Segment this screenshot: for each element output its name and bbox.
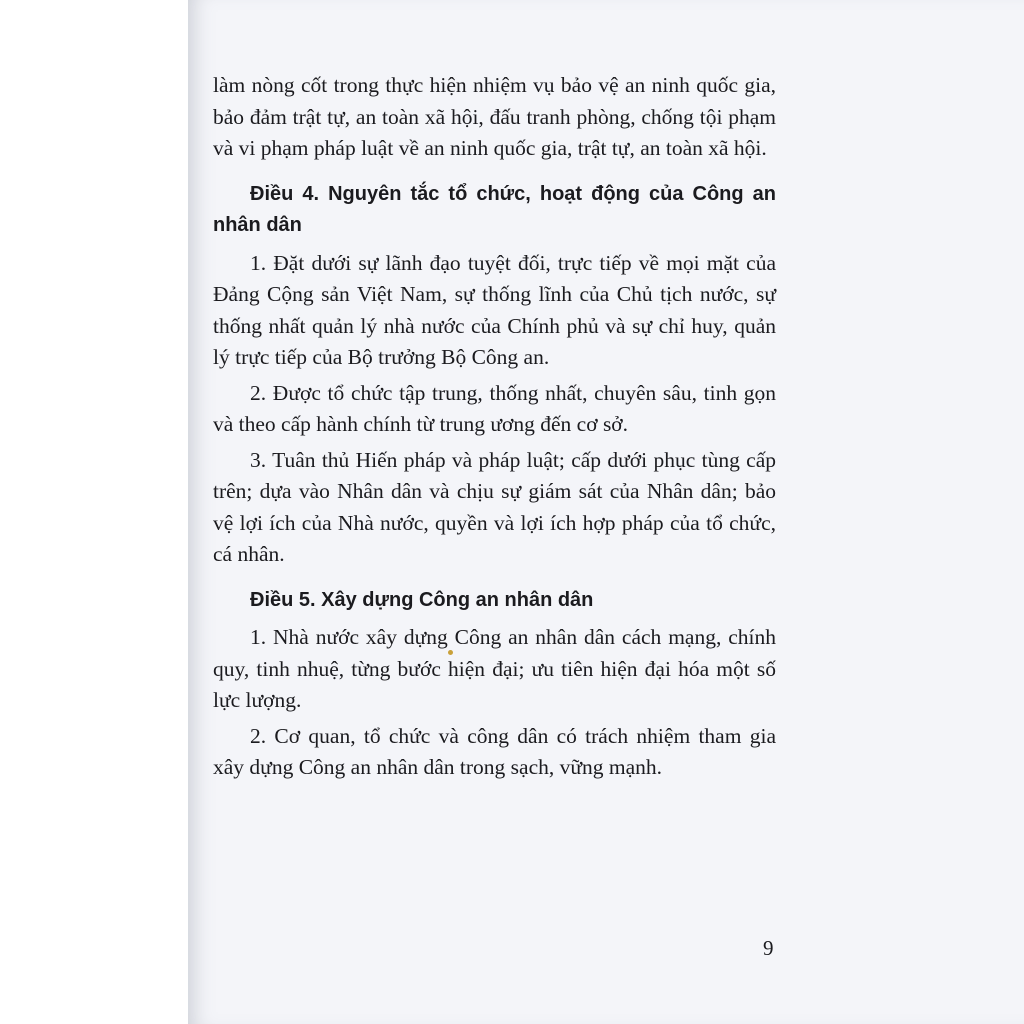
page-body [213,70,776,788]
article-4-clause-1: 1. Đặt dưới sự lãnh đạo tuyệt đối, trực tiếp về mọi mặt của Đảng Cộng sản Việt Nam, sự thống lĩnh của Chủ tịch nước, sự thống nhất quản lý nhà nước của Chính phủ và sự chỉ huy, quản lý trực tiếp của Bộ trưởng Bộ Công an. [213,250,776,369]
article-5-clause-1: 1. Nhà nước xây dựng Công an nhân dân cách mạng, chính quy, tinh nhuệ, từng bước hiện đại; ưu tiên hiện đại hóa một số lực lượng. [213,625,776,712]
article-5-clause-2: 2. Cơ quan, tổ chức và công dân có trách nhiệm tham gia xây dựng Công an nhân dân trong sạch, vững mạnh. [213,723,776,779]
page-number: 9 [763,936,774,960]
article-4-clause-3: 3. Tuân thủ Hiến pháp và pháp luật; cấp dưới phục tùng cấp trên; dựa vào Nhân dân và chịu sự giám sát của Nhân dân; bảo vệ lợi ích của Nhà nước, quyền và lợi ích hợp pháp của tổ chức, cá nhân. [213,447,776,566]
article-4-heading: Điều 4. Nguyên tắc tổ chức, hoạt động của Công an nhân dân [213,182,776,236]
paper-speck [448,650,453,655]
article-5-heading: Điều 5. Xây dựng Công an nhân dân [250,588,594,611]
article-4-clause-2: 2. Được tổ chức tập trung, thống nhất, chuyên sâu, tinh gọn và theo cấp hành chính từ trung ương đến cơ sở. [213,380,776,436]
continuation-paragraph: làm nòng cốt trong thực hiện nhiệm vụ bảo vệ an ninh quốc gia, bảo đảm trật tự, an toàn xã hội, đấu tranh phòng, chống tội phạm và vi phạm pháp luật về an ninh quốc gia, trật tự, an toàn xã hội. [213,73,776,160]
